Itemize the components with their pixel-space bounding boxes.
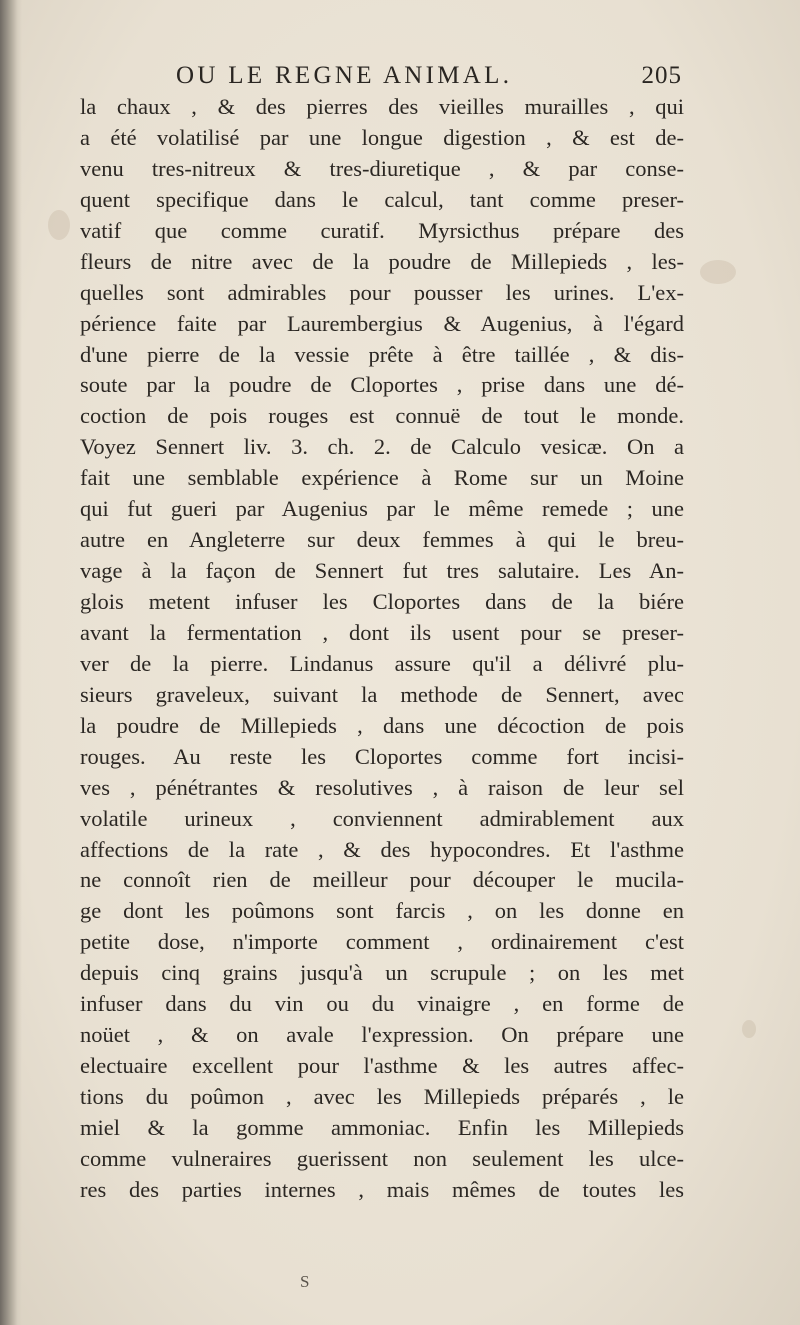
text-line: petite dose, n'importe comment , ordinairement c'est	[80, 929, 684, 955]
text-line: avant la fermentation , dont ils usent pour se preser-	[80, 619, 684, 645]
text-line: ne connoît rien de meilleur pour découper le mucila-	[80, 867, 684, 893]
text-line: ves , pénétrantes & resolutives , à raison de leur sel	[80, 774, 684, 800]
text-line: rouges. Au reste les Cloportes comme fort incisi-	[80, 743, 684, 769]
text-line: Voyez Sennert liv. 3. ch. 2. de Calculo vesicæ. On a	[80, 434, 684, 460]
book-binding-shadow	[0, 0, 22, 1325]
text-line: fait une semblable expérience à Rome sur un Moine	[80, 465, 684, 491]
text-line: miel & la gomme ammoniac. Enfin les Millepieds	[80, 1114, 684, 1140]
text-line: venu tres-nitreux & tres-diuretique , & par conse-	[80, 155, 684, 181]
paper-stain	[48, 210, 70, 240]
text-line: qui fut gueri par Augenius par le même remede ; une	[80, 496, 684, 522]
text-line: ver de la pierre. Lindanus assure qu'il a délivré plu-	[80, 650, 684, 676]
body-text	[80, 92, 684, 1206]
text-line: res des parties internes , mais mêmes de toutes les	[80, 1176, 684, 1202]
text-line: vage à la façon de Sennert fut tres salutaire. Les An-	[80, 558, 684, 584]
text-line: quelles sont admirables pour pousser les urines. L'ex-	[80, 279, 684, 305]
text-line: electuaire excellent pour l'asthme & les autres affec-	[80, 1053, 684, 1079]
running-title: OU LE REGNE ANIMAL.	[176, 62, 513, 89]
text-line: d'une pierre de la vessie prête à être taillée , & dis-	[80, 341, 684, 367]
page-number: 205	[641, 62, 682, 89]
text-line: glois metent infuser les Cloportes dans de la biére	[80, 589, 684, 614]
signature-mark: S	[300, 1272, 312, 1291]
text-line: la poudre de Millepieds , dans une décoction de pois	[80, 712, 684, 738]
text-line: sieurs graveleux, suivant la methode de Sennert, avec	[80, 681, 684, 707]
text-line: affections de la rate , & des hypocondres. Et l'asthme	[80, 836, 684, 862]
text-line: vatif que comme curatif. Myrsicthus prépare des	[80, 217, 684, 243]
text-line: fleurs de nitre avec de la poudre de Millepieds , les-	[80, 248, 684, 274]
text-line: périence faite par Laurembergius & Augenius, à l'égard	[80, 310, 684, 336]
text-line: ge dont les poûmons sont farcis , on les donne en	[80, 898, 684, 924]
text-line: noüet , & on avale l'expression. On prépare une	[80, 1022, 684, 1048]
text-line: comme vulneraires guerissent non seulement les ulce-	[80, 1145, 684, 1171]
text-line: volatile urineux , conviennent admirablement aux	[80, 805, 684, 831]
text-line: coction de pois rouges est connuë de tout le monde.	[80, 403, 684, 429]
text-line: depuis cinq grains jusqu'à un scrupule ; on les met	[80, 960, 684, 986]
text-line: la chaux , & des pierres des vieilles murailles , qui	[80, 94, 684, 119]
text-line: tions du poûmon , avec les Millepieds préparés , le	[80, 1084, 684, 1109]
paper-stain	[742, 1020, 756, 1038]
text-line: a été volatilisé par une longue digestion , & est de-	[80, 124, 684, 150]
paper-stain	[700, 260, 736, 284]
text-line: infuser dans du vin ou du vinaigre , en forme de	[80, 991, 684, 1017]
text-line: soute par la poudre de Cloportes , prise dans une dé-	[80, 372, 684, 398]
text-line: quent specifique dans le calcul, tant comme preser-	[80, 186, 684, 212]
text-line: autre en Angleterre sur deux femmes à qui le breu-	[80, 527, 684, 553]
